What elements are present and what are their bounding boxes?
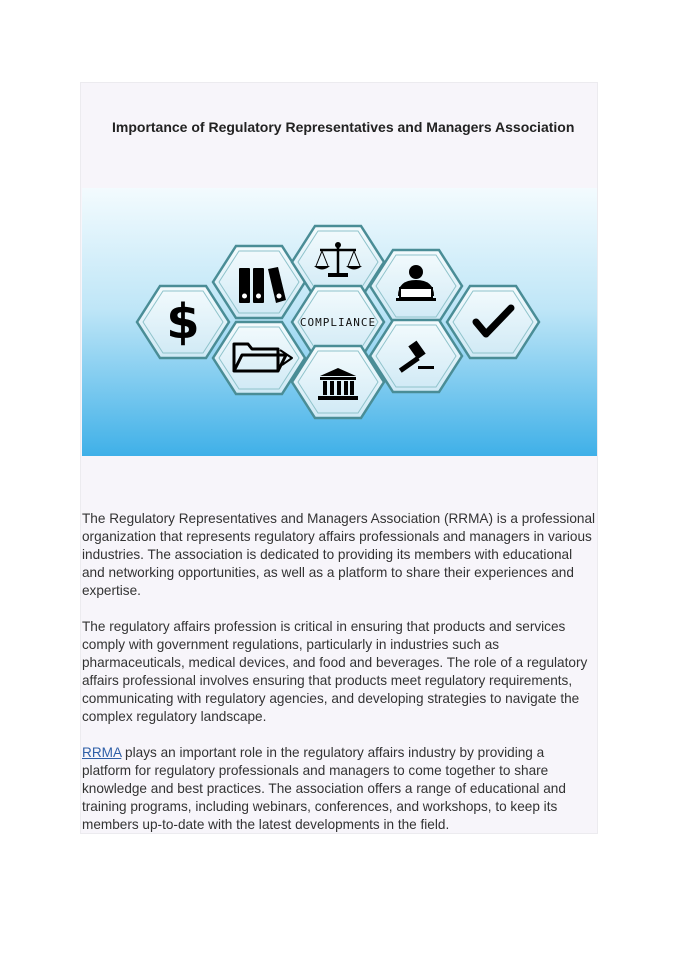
dollar-icon: $ bbox=[166, 294, 200, 350]
binders-icon bbox=[239, 267, 286, 303]
paragraph-role bbox=[82, 744, 597, 834]
compliance-label: COMPLIANCE bbox=[299, 316, 377, 329]
paragraph-profession: The regulatory affairs profession is critical in ensuring that products and services comply with government regulations, particularly in industries such as pharmaceuticals, medical devices, and food and beverages. The role of a regulatory affairs professional involves ensuring that products meet regulatory requirements, communicating with regulatory agencies, and developing strategies to navigate the complex regulatory landscape. bbox=[82, 619, 588, 725]
compliance-banner bbox=[82, 188, 597, 456]
rrma-link[interactable]: RRMA bbox=[82, 745, 122, 760]
paragraph-intro: The Regulatory Representatives and Managers Association (RRMA) is a professional organization that represents regulatory affairs professionals and managers in various industries. The association is dedicated to providing its members with educational and networking opportunities, as well as a platform to share their experiences and expertise. bbox=[82, 511, 596, 599]
page-title: Importance of Regulatory Representatives and Managers Association bbox=[112, 119, 575, 135]
paragraph-role-text: plays an important role in the regulatory affairs industry by providing a platform for regulatory professionals and managers to come together to share knowledge and best practices. The association offers a range of educational and training programs, including webinars, conferences, and workshops, to keep its members up-to-date with the latest developments in the field. bbox=[82, 745, 566, 833]
